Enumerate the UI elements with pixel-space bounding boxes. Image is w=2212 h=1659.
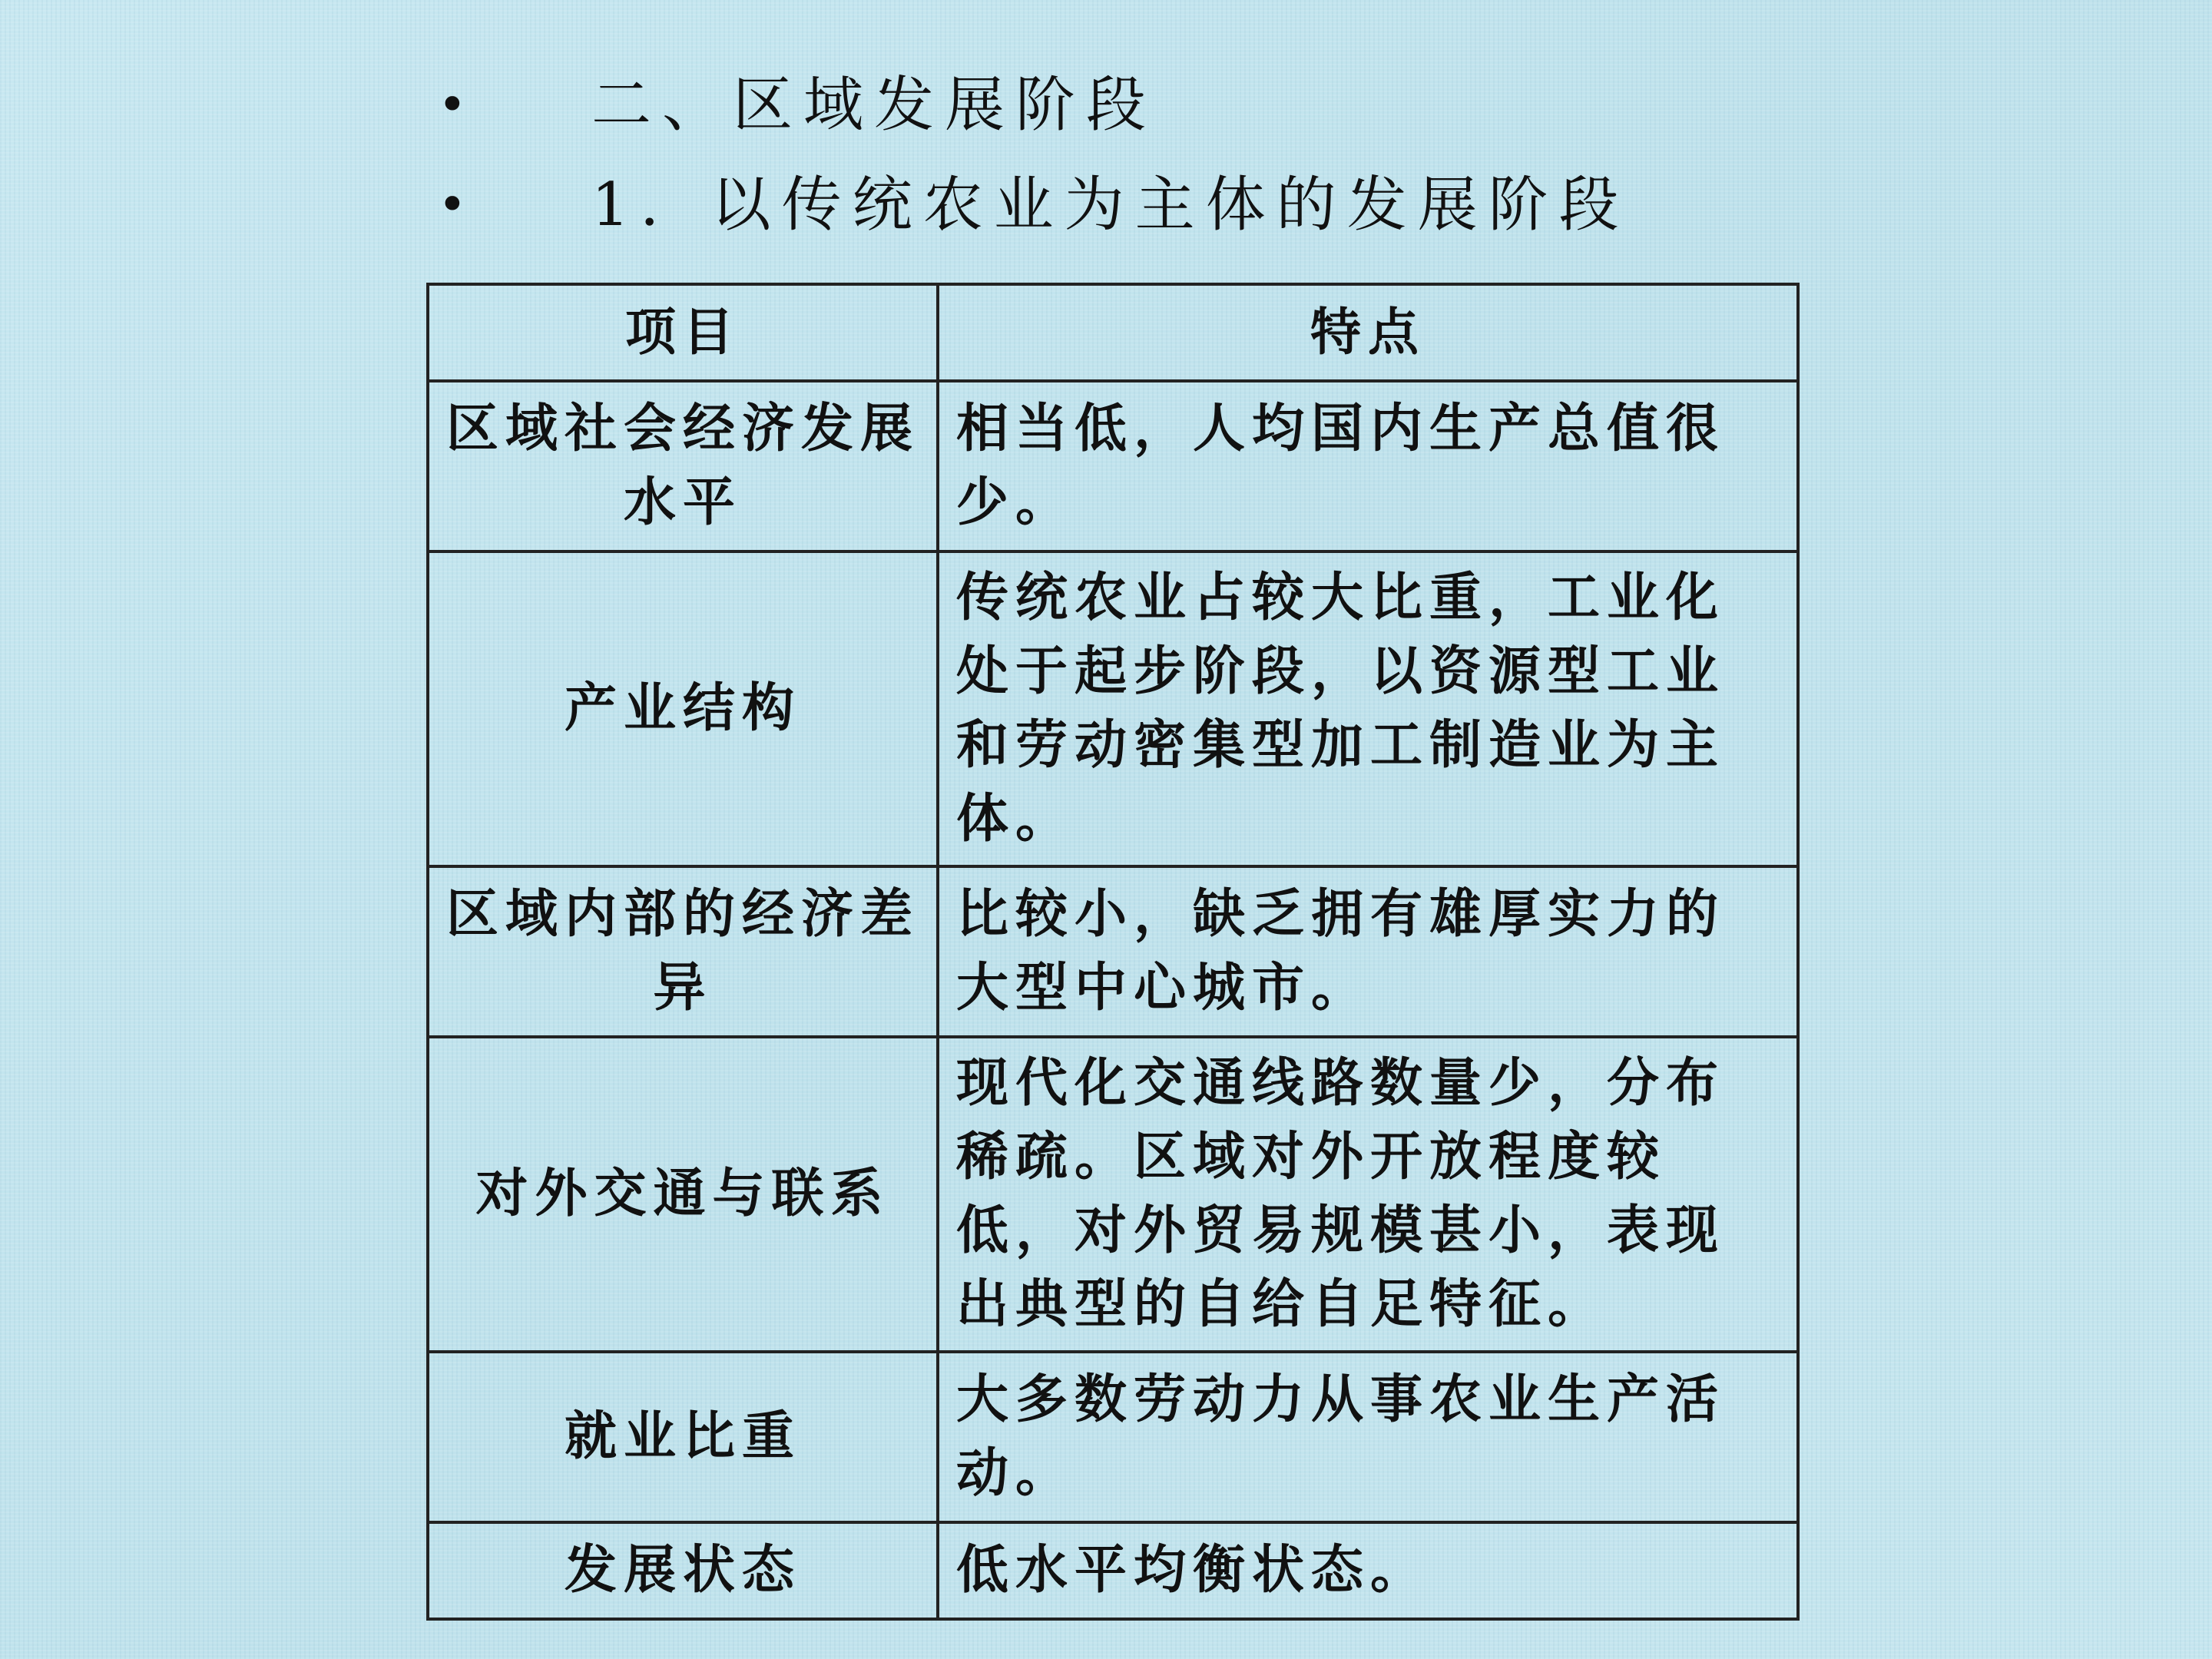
column-header-item: 项目 xyxy=(428,284,938,381)
subsection-title: 1．以传统农业为主体的发展阶段 xyxy=(591,171,1630,240)
row-feature-cell: 相当低，人均国内生产总值很少。 xyxy=(938,381,1798,551)
column-header-feature: 特点 xyxy=(938,284,1798,381)
table-row xyxy=(428,381,1798,551)
row-feature-cell: 现代化交通线路数量少，分布稀疏。区域对外开放程度较低，对外贸易规模甚小，表现出典型的自给自足特征。 xyxy=(938,1037,1798,1353)
bullet-dot-icon: • xyxy=(438,77,478,134)
row-item-cell: 就业比重 xyxy=(428,1352,938,1522)
stage-table-container xyxy=(426,283,1796,1621)
section-title: 二、区域发展阶段 xyxy=(591,71,1157,140)
stage-table xyxy=(426,283,1800,1621)
row-feature-cell: 低水平均衡状态。 xyxy=(938,1522,1798,1619)
table-header-row xyxy=(428,284,1798,381)
table-row xyxy=(428,866,1798,1036)
table-row xyxy=(428,1037,1798,1353)
row-item-cell: 区域内部的经济差异 xyxy=(428,866,938,1036)
table-row xyxy=(428,1522,1798,1619)
row-item-cell: 区域社会经济发展水平 xyxy=(428,381,938,551)
bullet-dot-icon: • xyxy=(438,177,478,233)
row-item-cell: 产业结构 xyxy=(428,551,938,867)
row-feature-cell: 比较小，缺乏拥有雄厚实力的大型中心城市。 xyxy=(938,866,1798,1036)
row-item-cell: 对外交通与联系 xyxy=(428,1037,938,1353)
row-item-cell: 发展状态 xyxy=(428,1522,938,1619)
table-row xyxy=(428,551,1798,867)
row-feature-cell: 大多数劳动力从事农业生产活动。 xyxy=(938,1352,1798,1522)
table-row xyxy=(428,1352,1798,1522)
row-feature-cell: 传统农业占较大比重，工业化处于起步阶段，以资源型工业和劳动密集型加工制造业为主体。 xyxy=(938,551,1798,867)
